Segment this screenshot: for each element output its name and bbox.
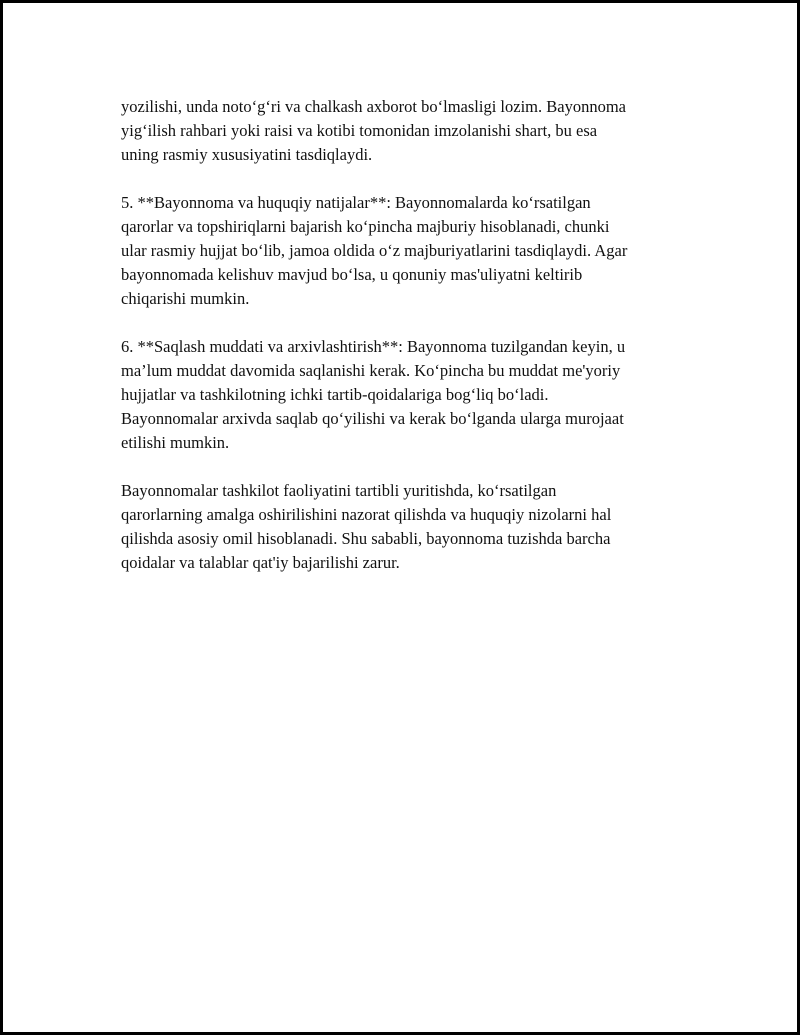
- text-line: uning rasmiy xususiyatini tasdiqlaydi.: [121, 145, 373, 164]
- text-line: chiqarishi mumkin.: [121, 289, 250, 308]
- text-line: hujjatlar va tashkilotning ichki tartib-qoidalariga bog‘liq bo‘ladi.: [121, 385, 549, 404]
- text-line: yozilishi, unda noto‘g‘ri va chalkash axborot bo‘lmasligi lozim. Bayonnoma: [121, 97, 626, 116]
- paragraph-conclusion: [121, 479, 703, 575]
- text-line: qilishda asosiy omil hisoblanadi. Shu sababli, bayonnoma tuzishda barcha: [121, 529, 611, 548]
- text-line: etilishi mumkin.: [121, 433, 230, 452]
- text-line: qoidalar va talablar qat'iy bajarilishi zarur.: [121, 553, 400, 572]
- text-line: ular rasmiy hujjat bo‘lib, jamoa oldida o‘z majburiyatlarini tasdiqlaydi. Agar: [121, 241, 628, 260]
- paragraph-continuation: [121, 95, 703, 167]
- text-line: yig‘ilish rahbari yoki raisi va kotibi tomonidan imzolanishi shart, bu esa: [121, 121, 598, 140]
- text-line: 5. **Bayonnoma va huquqiy natijalar**: Bayonnomalarda ko‘rsatilgan: [121, 193, 591, 212]
- document-body: [121, 95, 703, 599]
- text-line: 6. **Saqlash muddati va arxivlashtirish**: Bayonnoma tuzilgandan keyin, u: [121, 337, 626, 356]
- text-line: qarorlar va topshiriqlarni bajarish ko‘pincha majburiy hisoblanadi, chunki: [121, 217, 610, 236]
- paragraph-item-6: [121, 335, 703, 455]
- text-line: bayonnomada kelishuv mavjud bo‘lsa, u qonuniy mas'uliyatni keltirib: [121, 265, 583, 284]
- text-line: Bayonnomalar arxivda saqlab qo‘yilishi va kerak bo‘lganda ularga murojaat: [121, 409, 624, 428]
- text-line: qarorlarning amalga oshirilishini nazorat qilishda va huquqiy nizolarni hal: [121, 505, 612, 524]
- text-line: ma’lum muddat davomida saqlanishi kerak. Ko‘pincha bu muddat me'yoriy: [121, 361, 621, 380]
- paragraph-item-5: [121, 191, 703, 311]
- text-line: Bayonnomalar tashkilot faoliyatini tartibli yuritishda, ko‘rsatilgan: [121, 481, 557, 500]
